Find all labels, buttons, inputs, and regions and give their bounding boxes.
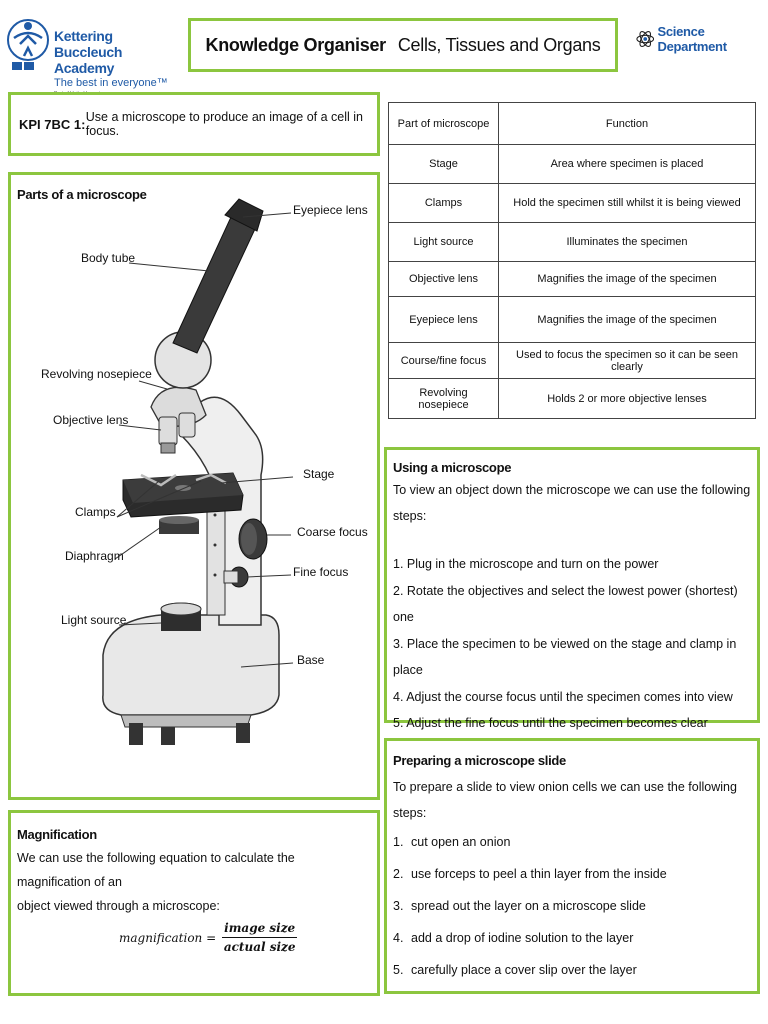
table-row — [389, 184, 756, 223]
magnification-text-2: object viewed through a microscope: — [17, 899, 220, 913]
label-coarse-focus: Coarse focus — [297, 525, 368, 539]
using-intro: To view an object down the microscope we can use the following steps: — [393, 483, 751, 523]
parts-of-microscope-panel — [8, 172, 380, 800]
list-item: 1. cut open an onion — [393, 835, 511, 849]
table-cell-part: Light source — [389, 223, 499, 262]
magnification-equation — [119, 921, 297, 954]
label-body-tube: Body tube — [81, 251, 136, 265]
list-item: 3. spread out the layer on a microscope slide — [393, 899, 646, 913]
preparing-slide-panel — [384, 738, 760, 994]
label-revolving-nosepiece: Revolving nosepiece — [41, 367, 152, 381]
table-row — [389, 343, 756, 379]
department-label: Science Department — [657, 24, 727, 54]
table-cell-function: Magnifies the image of the specimen — [499, 262, 756, 297]
school-name: Kettering Buccleuch Academy — [54, 28, 123, 76]
table-header-part: Part of microscope — [389, 103, 499, 145]
science-department-badge — [636, 24, 768, 54]
page-title: Knowledge Organiser — [205, 34, 386, 55]
label-stage: Stage — [303, 467, 335, 481]
label-clamps: Clamps — [75, 505, 116, 519]
equation-denominator: actual size — [223, 940, 296, 954]
table-cell-part: Clamps — [389, 184, 499, 223]
label-objective-lens: Objective lens — [53, 413, 129, 427]
table-cell-function: Holds 2 or more objective lenses — [499, 379, 756, 419]
table-cell-function: Hold the specimen still whilst it is being viewed — [499, 184, 756, 223]
magnification-text-1: We can use the following equation to calculate the magnification of an — [17, 851, 295, 889]
label-fine-focus: Fine focus — [293, 565, 349, 579]
table-cell-part: Course/fine focus — [389, 343, 499, 379]
label-diaphragm: Diaphragm — [65, 549, 124, 563]
microscope-parts-table — [388, 102, 756, 419]
table-cell-function: Area where specimen is placed — [499, 145, 756, 184]
using-step: 5. Adjust the fine focus until the specimen becomes clear — [393, 716, 708, 730]
equation-numerator: image size — [222, 921, 297, 938]
table-cell-function: Used to focus the specimen so it can be seen clearly — [499, 343, 756, 379]
equation-lhs: magnification = — [119, 930, 217, 945]
school-crest-icon — [4, 10, 52, 76]
table-row — [389, 262, 756, 297]
using-step: 2. Rotate the objectives and select the lowest power (shortest) one — [393, 583, 738, 624]
using-microscope-panel — [384, 447, 760, 730]
parts-heading: Parts of a microscope — [17, 187, 147, 202]
table-header-function: Function — [499, 103, 756, 145]
table-row — [389, 297, 756, 343]
kpi-text: Use a microscope to produce an image of a cell in focus. — [85, 110, 363, 138]
list-item: 5. carefully place a cover slip over the layer — [393, 963, 637, 977]
label-base: Base — [297, 653, 325, 667]
magnification-heading: Magnification — [17, 827, 97, 842]
table-row — [389, 223, 756, 262]
table-cell-part: Objective lens — [389, 262, 499, 297]
using-step: 1. Plug in the microscope and turn on the power — [393, 557, 659, 571]
using-heading: Using a microscope — [393, 460, 512, 475]
title-banner — [188, 18, 618, 72]
school-tagline: The best in everyone™ — [54, 77, 168, 89]
preparing-intro: To prepare a slide to view onion cells we can use the following steps: — [393, 780, 737, 820]
kpi-box — [8, 92, 380, 156]
kpi-label: KPI 7BC 1: — [19, 116, 86, 132]
label-light-source: Light source — [61, 613, 127, 627]
preparing-heading: Preparing a microscope slide — [393, 753, 566, 768]
label-eyepiece-lens: Eyepiece lens — [293, 203, 368, 217]
school-logo — [4, 10, 184, 89]
microscope-diagram — [11, 175, 377, 797]
list-item: 4. add a drop of iodine solution to the layer — [393, 931, 634, 945]
page-subtitle: Cells, Tissues and Organs — [397, 34, 601, 55]
table-cell-part: Eyepiece lens — [389, 297, 499, 343]
table-cell-part: Stage — [389, 145, 499, 184]
list-item: 2. use forceps to peel a thin layer from the inside — [393, 867, 667, 881]
table-cell-function: Magnifies the image of the specimen — [499, 297, 756, 343]
using-step: 3. Place the specimen to be viewed on the stage and clamp in place — [393, 636, 737, 677]
table-cell-function: Illuminates the specimen — [499, 223, 756, 262]
table-row — [389, 379, 756, 419]
using-step: 4. Adjust the course focus until the specimen comes into view — [393, 689, 733, 704]
atom-icon — [636, 28, 654, 50]
table-cell-part: Revolving nosepiece — [389, 379, 499, 419]
magnification-panel — [8, 810, 380, 996]
table-row — [389, 145, 756, 184]
